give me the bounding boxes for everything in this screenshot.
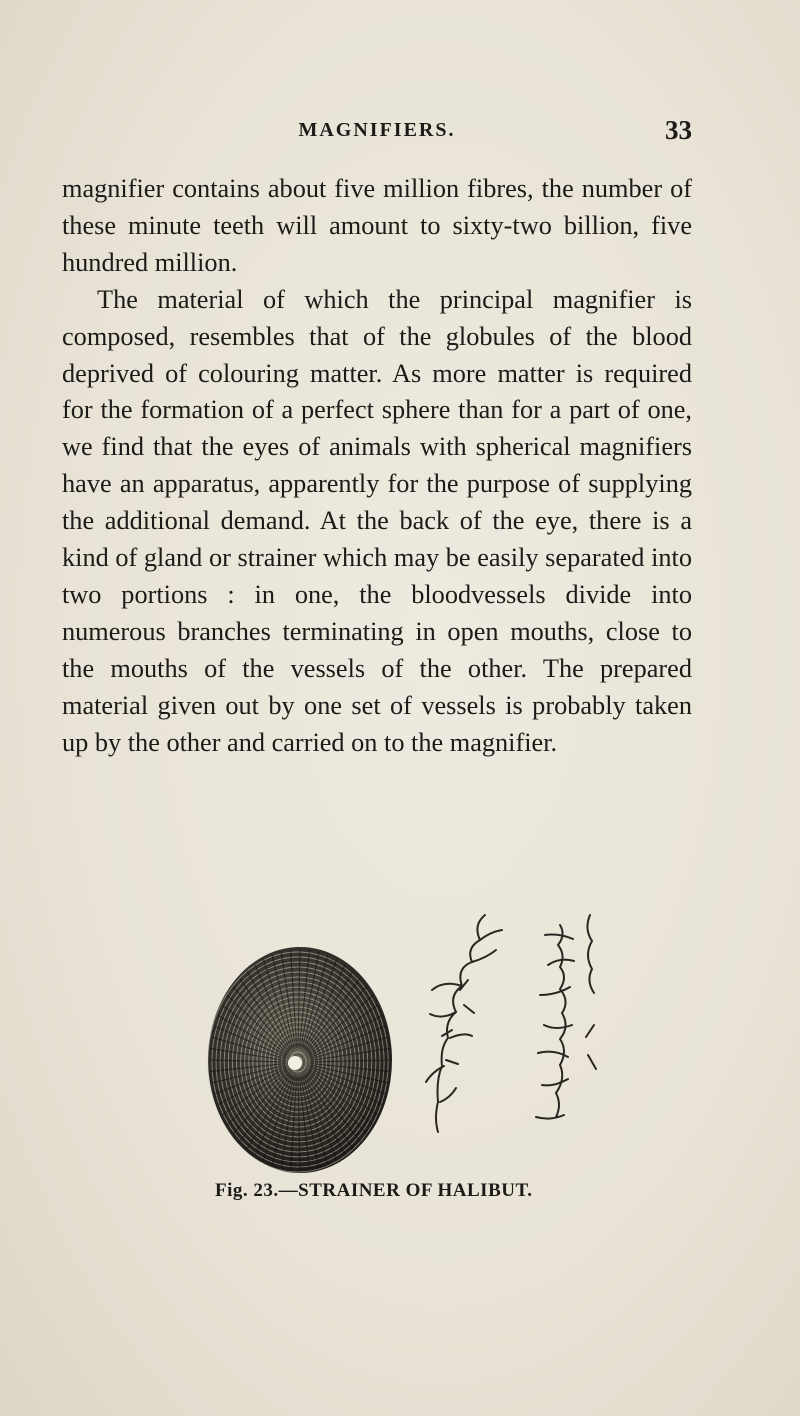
paragraph-1: magnifier contains about five million fibres, the number of these minute teeth will amount to sixty-two billion, five hundred million. (62, 174, 692, 277)
body-text (62, 171, 692, 762)
strainer-engraving (200, 885, 600, 1175)
vessel-branches (426, 915, 596, 1132)
strainer-illustration (200, 885, 600, 1175)
page-header (62, 115, 692, 149)
running-head: MAGNIFIERS. (298, 119, 456, 141)
figure-caption: Fig. 23.—STRAINER OF HALIBUT. (215, 1180, 533, 1201)
strainer-cross-section (208, 947, 392, 1173)
paragraph-2: The material of which the principal magnifier is composed, resembles that of the globules of the blood deprived of colouring matter. As more matter is required for the formation of a perfect sphere than for a part of one, we find that the eyes of animals with spherical magnifiers have an apparatus, apparently for the purpose of supplying the additional demand. At the back of the eye, there is a kind of gland or strainer which may be easily separated into two portions : in one, the bloodvessels divide into numerous branches terminating in open mouths, close to the mouths of the vessels of the other. The prepared material given out by one set of vessels is probably taken up by the other and carried on to the magnifier. (62, 284, 692, 757)
page-number: 33 (665, 115, 692, 145)
